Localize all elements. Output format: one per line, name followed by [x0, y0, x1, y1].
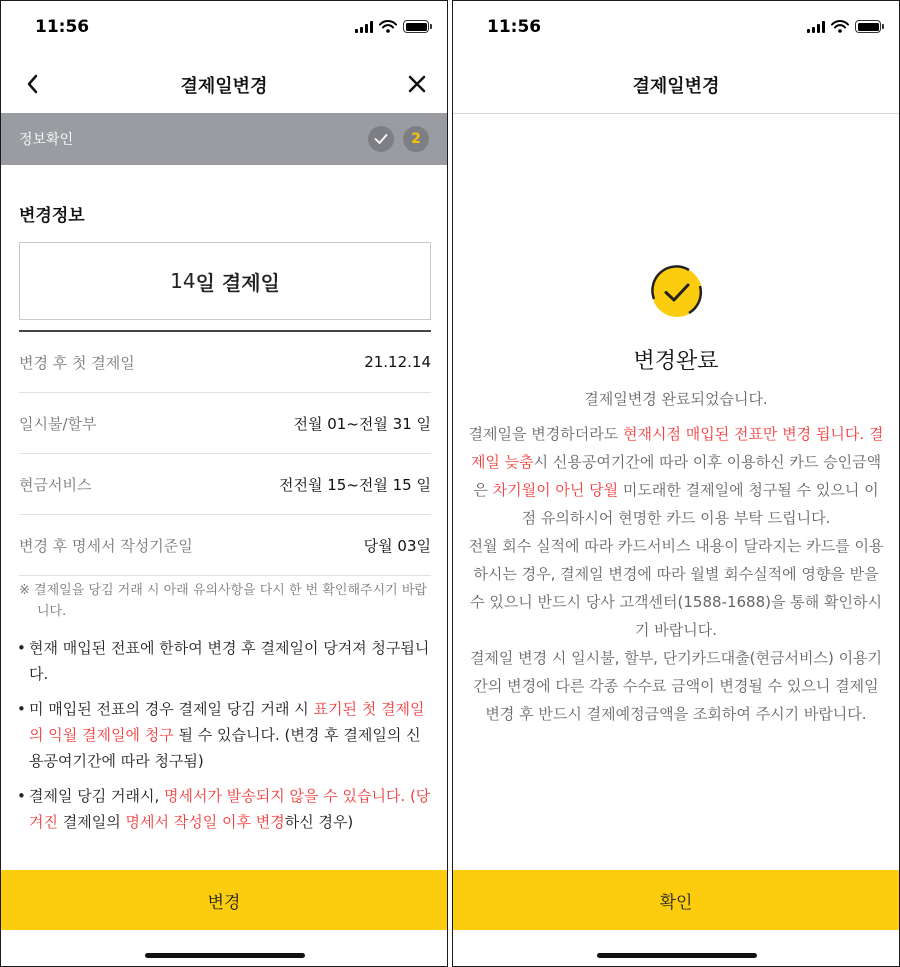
info-value: 21.12.14	[364, 353, 431, 371]
notice-bullet	[17, 635, 431, 687]
step-completed	[368, 126, 394, 152]
bullet-text: 현재 매입된 전표에 한하여 변경 후 결제일이 당겨져 청구됩니다.	[29, 639, 430, 683]
info-row	[19, 454, 431, 515]
status-bar	[453, 1, 899, 57]
notice-bullet	[17, 696, 431, 774]
page-title: 결제일변경	[180, 76, 268, 97]
notice-paragraph: 전월 회수 실적에 따라 카드서비스 내용이 달라지는 카드를 이용하시는 경우, 결제일 변경에 따라 월별 회수실적에 영향을 받을 수 있으니 반드시 당사 고객센터(1588-1688)을 통해 확인하시기 바랍니다.	[468, 537, 884, 639]
status-time: 11:56	[487, 17, 542, 37]
home-indicator	[145, 953, 305, 958]
paragraph-highlight: 현재시점 매입된 전표만 변경 됩니다. 결제일 늦춤	[470, 425, 884, 471]
battery-icon	[855, 20, 881, 33]
change-info-screen	[0, 0, 448, 967]
check-icon	[374, 133, 388, 145]
info-label: 변경 후 첫 결제일	[19, 353, 135, 372]
payment-day-suffix: 일 결제일	[195, 270, 280, 295]
wifi-icon	[831, 20, 849, 33]
wifi-icon	[379, 20, 397, 33]
bullet-text: 될 수 있습니다. (변경 후 결제일의 신용공여기간에 따라 청구됨)	[29, 726, 421, 770]
nav-header	[453, 57, 899, 113]
info-label: 일시불/할부	[19, 414, 97, 433]
bullet-text: 하신 경우)	[284, 813, 354, 831]
info-row	[19, 515, 431, 576]
bullet-highlight: 표기된 첫 결제일의 익월 결제일에 청구	[29, 700, 425, 744]
close-icon	[405, 71, 429, 97]
info-row	[19, 393, 431, 454]
nav-header	[1, 57, 447, 113]
info-label: 현금서비스	[19, 475, 92, 494]
bullet-highlight: 명세서가 발송되지 않을 수 있습니다. (당겨진	[29, 787, 431, 831]
status-icons	[355, 20, 429, 33]
status-time: 11:56	[35, 17, 90, 37]
status-icons	[807, 20, 881, 33]
info-value: 전전월 15~전월 15 일	[279, 475, 431, 494]
change-button[interactable]: 변경	[1, 870, 447, 930]
check-circle-icon	[649, 264, 705, 320]
payment-day: 14	[170, 269, 196, 293]
paragraph-highlight: 차기월이 아닌 당월	[492, 481, 619, 499]
close-button[interactable]	[405, 71, 429, 97]
step-indicator	[1, 113, 447, 165]
info-value: 전월 01~전월 31 일	[293, 414, 431, 433]
completion-title: 변경완료	[633, 349, 719, 374]
section-title: 변경정보	[19, 206, 85, 226]
signal-icon	[807, 21, 825, 33]
home-indicator	[597, 953, 757, 958]
battery-icon	[403, 20, 429, 33]
info-value: 당월 03일	[363, 536, 431, 555]
paragraph-text: 시 신용공여기간에 따라 이후 이용하신 카드 승인금액은	[473, 453, 882, 499]
header-divider	[453, 113, 899, 114]
notice-paragraph	[467, 420, 885, 532]
bullet-text: 결제일 당김 거래시,	[29, 787, 164, 805]
bullet-text: 결제일의	[57, 813, 126, 831]
info-row	[19, 332, 431, 393]
confirm-button[interactable]: 확인	[453, 870, 899, 930]
info-label: 변경 후 명세서 작성기준일	[19, 536, 193, 555]
paragraph-text: 결제일을 변경하더라도	[468, 425, 623, 443]
paragraph-text: 미도래한 결제일에 청구될 수 있으니 이점 유의하시어 현명한 카드 이용 부탁 드립니다.	[521, 481, 879, 527]
notice-bullet	[17, 783, 431, 835]
bullet-text: 미 매입된 전표의 경우 결제일 당김 거래 시	[29, 700, 314, 718]
new-payment-date-box	[19, 242, 431, 320]
page-title: 결제일변경	[632, 76, 720, 97]
status-bar	[1, 1, 447, 57]
signal-icon	[355, 21, 373, 33]
bullet-highlight: 명세서 작성일 이후 변경	[125, 813, 285, 831]
step-label: 정보확인	[19, 132, 74, 148]
notice-text: ※ 결제일을 당김 거래 시 아래 유의사항을 다시 한 번 확인해주시기 바랍니다.	[19, 583, 427, 619]
completion-subtitle: 결제일변경 완료되었습니다.	[584, 390, 768, 408]
step-current-number: 2	[403, 126, 429, 152]
change-complete-screen	[452, 0, 900, 967]
notice-paragraph: 결제일 변경 시 일시불, 할부, 단기카드대출(현금서비스) 이용기간의 변경에 다른 각종 수수료 금액이 변경될 수 있으니 결제일 변경 후 반드시 결제예정금액을 조회하여 주시기 바랍니다.	[469, 649, 883, 723]
